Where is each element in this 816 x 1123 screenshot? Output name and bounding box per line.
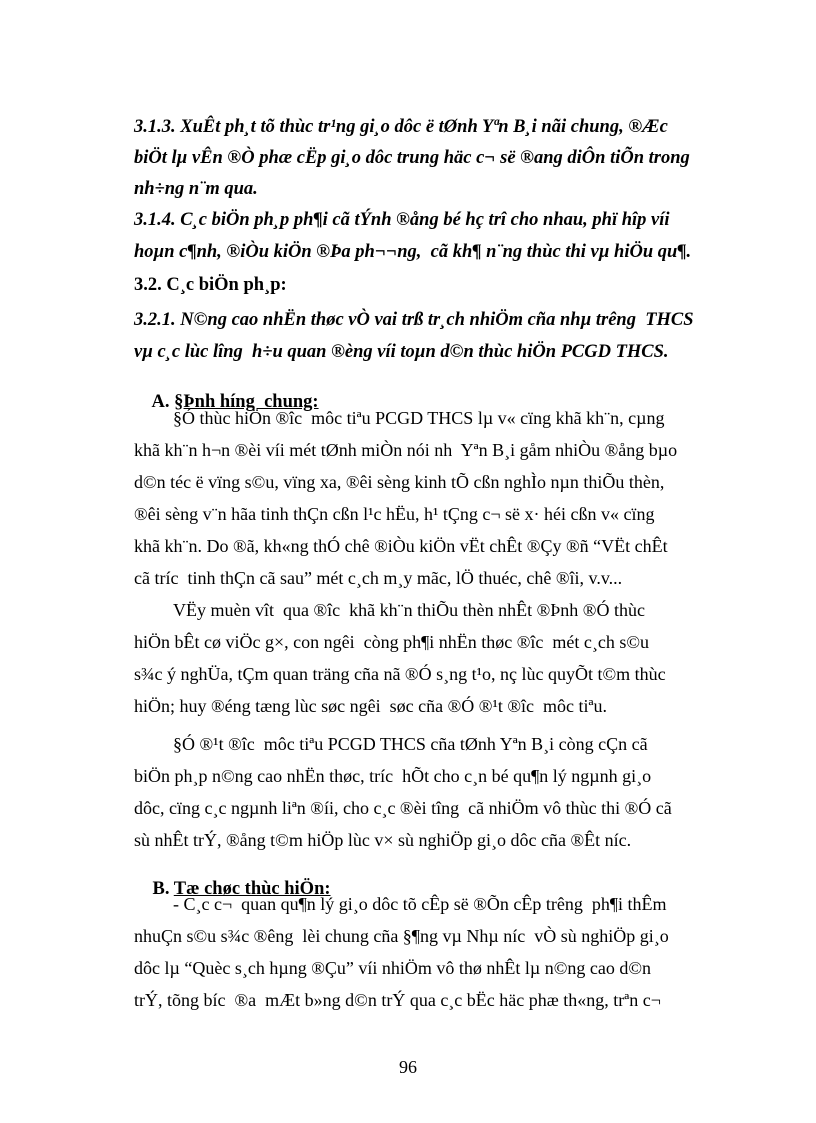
part-b-label: B. xyxy=(152,878,174,899)
part-a-p1-line-6: cã tríc tinh thÇn cã sau” mét c¸ch m¸y mãc, lÖ thuéc, chê ®îi, v.v... xyxy=(134,568,623,588)
part-b-p1-line-3: dôc lµ “Quèc s¸ch hµng ®Çu” víi nhiÖm vô thø nhÊt lµ n©ng cao d©n xyxy=(134,958,652,978)
part-a-p1-line-3: d©n téc ë vïng s©u, vïng xa, ®êi sèng kinh tÕ cßn nghÌo nµn thiÕu thèn, xyxy=(134,472,665,492)
section-3-1-4-line-2: hoµn c¶nh, ®iÒu kiÖn ®Þa ph¬¬ng, cã kh¶ n¨ng thùc thi vµ hiÖu qu¶. xyxy=(134,242,692,262)
part-a-title: §Þnh híng chung: xyxy=(174,391,319,412)
part-a-p3-line-3: dôc, cïng c¸c ngµnh liªn ®íi, cho c¸c ®èi tîng cã nhiÖm vô thùc thi ®Ó cã xyxy=(134,798,672,818)
part-a-p2-line-3: s¾c ý nghÜa, tÇm quan träng cña nã ®Ó s¸ng t¹o, nç lùc quyÕt t©m thùc xyxy=(134,664,666,684)
part-b-p1-line-2: nhuÇn s©u s¾c ®êng lèi chung cña §¶ng vµ Nhµ níc vÒ sù nghiÖp gi¸o xyxy=(134,926,669,946)
part-b-p1-line-1: - C¸c c¬ quan qu¶n lý gi¸o dôc tõ cÊp së ®Õn cÊp trêng ph¶i thÊm xyxy=(173,894,667,914)
part-a-p2-line-1: VËy muèn vît qua ®îc khã kh¨n thiÕu thèn nhÊt ®Þnh ®Ó thùc xyxy=(173,600,645,620)
page-number: 96 xyxy=(399,1057,417,1077)
section-3-1-4-line-1: 3.1.4. C¸c biÖn ph¸p ph¶i cã tÝnh ®ång bé hç trî cho nhau, phï hîp víi xyxy=(134,210,670,230)
part-b-p1-line-4: trÝ, tõng bíc ®a mÆt b»ng d©n trÝ qua c¸c bËc häc phæ th«ng, trªn c¬ xyxy=(134,990,661,1010)
section-3-2-1-line-1: 3.2.1. N©ng cao nhËn thøc vÒ vai trß tr¸ch nhiÖm cña nhµ trêng THCS xyxy=(134,310,694,330)
part-a-p1-line-4: ®êi sèng v¨n hãa tinh thÇn cßn l¹c hËu, h¹ tÇng c¬ së x· héi cßn v« cïng xyxy=(134,504,655,524)
section-3-1-3-line-2: biÖt lµ vÊn ®Ò phæ cËp gi¸o dôc trung häc c¬ së ®ang diÔn tiÕn trong xyxy=(134,148,690,168)
part-a-label: A. xyxy=(151,391,175,412)
part-a-p3-line-1: §Ó ®¹t ®îc môc tiªu PCGD THCS cña tØnh Yªn B¸i còng cÇn cã xyxy=(173,734,648,754)
part-a-p1-line-1: §Ó thùc hiÖn ®îc môc tiªu PCGD THCS lµ v« cïng khã kh¨n, cµng xyxy=(173,408,665,428)
section-3-1-3-line-3: nh÷ng n¨m qua. xyxy=(134,179,258,199)
part-a-p1-line-5: khã kh¨n. Do ®ã, kh«ng thÓ chê ®iÒu kiÖn vËt chÊt ®Çy ®ñ “VËt chÊt xyxy=(134,536,668,556)
section-3-1-3-line-1: 3.1.3. XuÊt ph¸t tõ thùc tr¹ng gi¸o dôc ë tØnh Yªn B¸i nãi chung, ®Æc xyxy=(134,117,668,137)
part-a-p3-line-2: biÖn ph¸p n©ng cao nhËn thøc, tríc hÕt cho c¸n bé qu¶n lý ngµnh gi¸o xyxy=(134,766,652,786)
section-3-2-heading: 3.2. C¸c biÖn ph¸p: xyxy=(134,275,287,295)
part-a-p3-line-4: sù nhÊt trÝ, ®ång t©m hiÖp lùc v× sù nghiÖp gi¸o dôc cña ®Êt níc. xyxy=(134,830,632,850)
part-a-p2-line-2: hiÖn bÊt cø viÖc g×, con ngêi còng ph¶i nhËn thøc ®îc mét c¸ch s©u xyxy=(134,632,650,652)
part-a-p2-line-4: hiÖn; huy ®éng tæng lùc søc ngêi søc cña ®Ó ®¹t ®îc môc tiªu. xyxy=(134,696,607,716)
part-a-p1-line-2: khã kh¨n h¬n ®èi víi mét tØnh miÒn nói nh Yªn B¸i gåm nhiÒu ®ång bµo xyxy=(134,440,678,460)
part-b-title: Tæ chøc thùc hiÖn: xyxy=(173,878,331,899)
section-3-2-1-line-2: vµ c¸c lùc lîng h÷u quan ®èng víi toµn d©n thùc hiÖn PCGD THCS. xyxy=(134,342,669,362)
